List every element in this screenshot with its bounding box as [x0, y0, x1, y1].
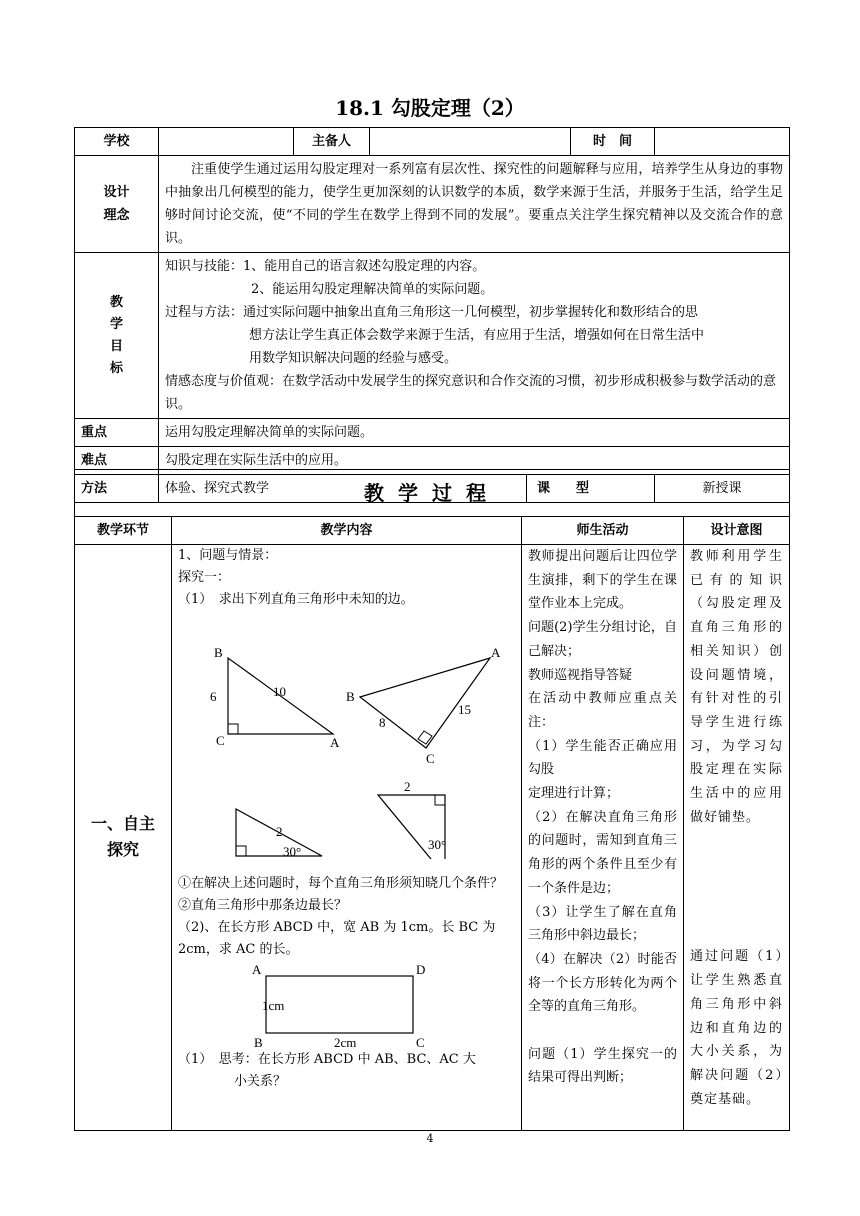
goals-label: 教 学 目 标 [75, 253, 159, 419]
intent-cell [684, 545, 790, 1131]
lesson-type-label: 课 型 [527, 475, 655, 503]
difficulty-label: 难点 [75, 447, 159, 475]
svg-text:A: A [491, 645, 501, 660]
svg-text:C: C [426, 751, 435, 766]
process-table [74, 469, 790, 1131]
school-label: 学校 [75, 128, 159, 156]
svg-text:8: 8 [379, 715, 386, 730]
intent-2: 通过问题（1）让学生熟悉直角三角形中斜边和直角边的大小关系，为解决问题（2）奠定基础。 [690, 949, 783, 1107]
difficulty-text: 勾股定理在实际生活中的应用。 [159, 447, 790, 475]
page-number: 4 [426, 1132, 434, 1145]
method-label: 方法 [75, 475, 159, 503]
lesson-type-value: 新授课 [655, 475, 790, 503]
svg-text:2cm: 2cm [334, 1035, 357, 1049]
svg-text:15: 15 [458, 702, 471, 717]
design-label: 设计 理念 [75, 156, 159, 253]
rectangle-figure [178, 961, 514, 1049]
intent-1: 教师利用学生已有的知识（勾股定理及直角三角形的相关知识）创设问题情境，有针对性的引导学生进行练习，为学习勾股定理在实际生活中的应用做好铺垫。 [690, 549, 783, 825]
time-value [655, 128, 790, 156]
svg-text:2: 2 [404, 779, 411, 794]
col-stage: 教学环节 [75, 517, 172, 545]
activity-cell: 教师提出问题后让四位学生演排，剩下的学生在课堂作业本上完成。 问题(2)学生分组讨论，自己解决； 教师巡视指导答疑 在活动中教师应重点关注： （1）学生能否正确应用勾股 定理进行计算； （2）在解决直角三角形的问题时，需知到直角三角形的两个条件且至少有一个条件是边； （3）让学生了解在直角三角形中斜边最长； （4）在解决（2）时能否将一个长方形转化为两个全等的直角三角形。 问题（1）学生探究一的结果可得出判断； [522, 545, 684, 1131]
svg-text:6: 6 [210, 689, 217, 704]
method-text: 体验、探究式教学 [159, 475, 527, 503]
design-text: 注重使学生通过运用勾股定理对一系列富有层次性、探究性的问题解释与应用，培养学生从身边的事物中抽象出几何模型的能力，使学生更加深刻的认识数学的本质，数学来源于生活，并服务于生活，给学生足够时间讨论交流，使“不同的学生在数学上得到不同的发展”。要重点关注学生探究精神以及交流合作的意识。 [159, 156, 790, 253]
svg-text:C: C [416, 1035, 425, 1049]
col-content: 教学内容 [172, 517, 522, 545]
svg-text:2: 2 [276, 824, 283, 839]
content-cell: 1、问题与情景： 探究一： （1） 求出下列直角三角形中未知的边。 B C A 6 10 B A C 8 15 2 30° 2 30° ①在解决上述问题时，每个直角三角形须知晓几个条件？ ②直角三角形中那条边最长？ （2)、在长方形 ABCD 中，宽 AB 为 1cm。长 BC 为2cm，求 AC 的长。 A D B C 1cm 2cm （1） 思考：在长方形 ABCD 中 AB、BC、AC 大 小关系？ [172, 545, 522, 1131]
key-point-label: 重点 [75, 419, 159, 447]
stage-label: 一、自主 探究 [75, 545, 172, 1131]
svg-text:D: D [416, 962, 426, 977]
svg-text:A: A [330, 735, 340, 750]
svg-text:B: B [346, 689, 355, 704]
key-point-text: 运用勾股定理解决简单的实际问题。 [159, 419, 790, 447]
process-title: 教学过程 [75, 470, 790, 517]
author-label: 主备人 [294, 128, 370, 156]
lesson-info-table [74, 127, 790, 503]
svg-text:30°: 30° [428, 837, 447, 852]
svg-text:30°: 30° [283, 844, 302, 859]
triangle-figures [178, 611, 514, 859]
svg-text:10: 10 [273, 684, 286, 699]
svg-text:A: A [252, 962, 262, 977]
time-label: 时 间 [571, 128, 655, 156]
school-value [159, 128, 294, 156]
col-intent: 设计意图 [684, 517, 790, 545]
svg-text:1cm: 1cm [262, 998, 285, 1013]
page-title: 18.1 勾股定理（2） [335, 96, 525, 120]
svg-text:C: C [216, 733, 225, 748]
author-value [370, 128, 571, 156]
col-activity: 师生活动 [522, 517, 684, 545]
goals-text: 知识与技能：1、能用自己的语言叙述勾股定理的内容。 2、能运用勾股定理解决简单的实际问题。 过程与方法：通过实际问题中抽象出直角三角形这一几何模型，初步掌握转化和数形结合的思 想方法让学生真正体会数学来源于生活，有应用于生活，增强如何在日常生活中 用数学知识解决问题的经验与感受。 情感态度与价值观：在数学活动中发展学生的探究意识和合作交流的习惯，初步形成积极参与数学活动的意识。 [159, 253, 790, 419]
svg-text:B: B [254, 1035, 263, 1049]
svg-text:B: B [214, 645, 223, 660]
